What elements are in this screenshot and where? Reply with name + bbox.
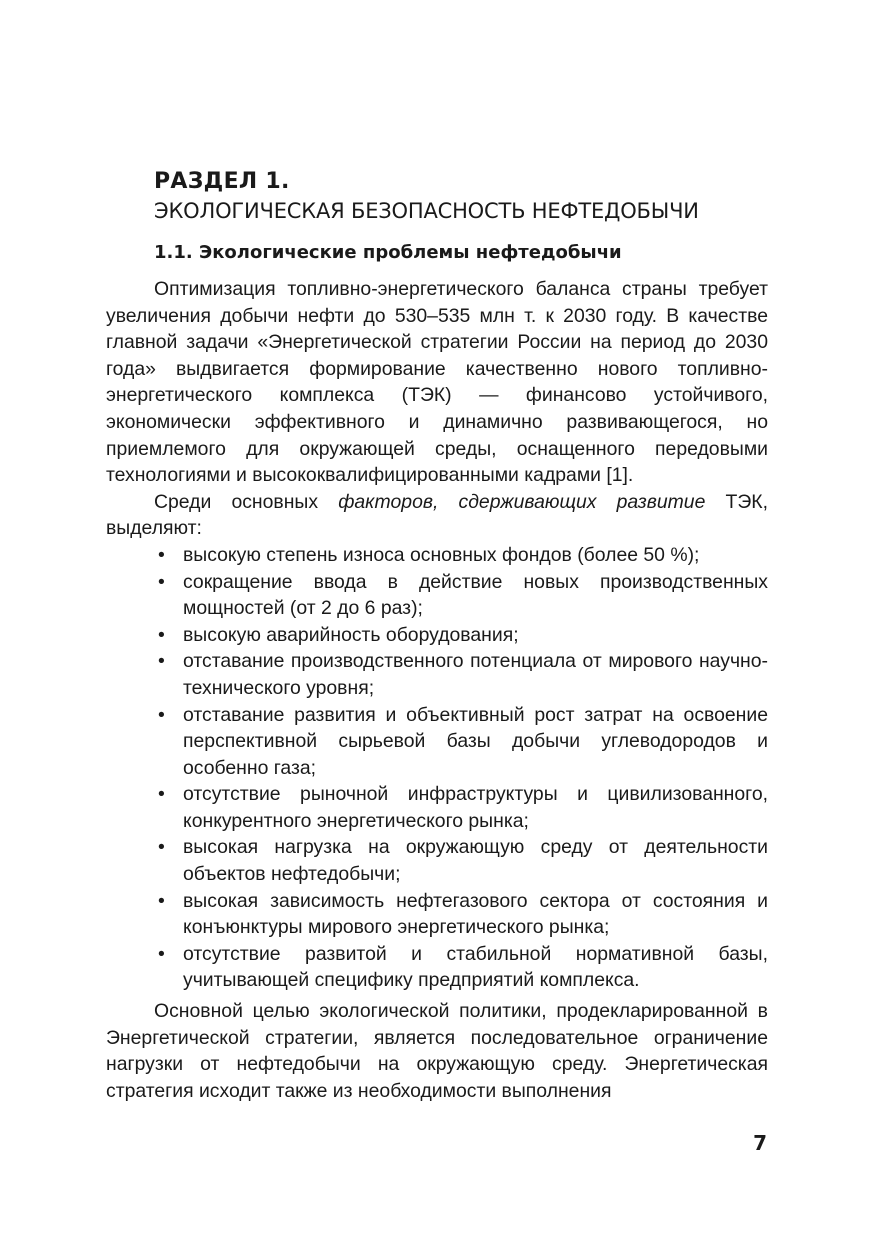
list-item-text: сокращение ввода в действие новых производственных мощностей (от 2 до 6 раз);: [183, 570, 768, 620]
paragraph-factors-lead: [106, 489, 768, 542]
section-label: РАЗДЕЛ 1.: [154, 169, 290, 194]
bullet-marker: •: [158, 703, 165, 726]
list-item: [158, 941, 768, 994]
bullet-marker: •: [158, 650, 165, 673]
factors-list: [106, 542, 768, 994]
list-item-text: высокая зависимость нефтегазового сектора от состояния и конъюнктуры мирового энергетического рынка;: [183, 889, 768, 939]
subsection-title: 1.1. Экологические проблемы нефтедобычи: [154, 242, 622, 263]
list-item: [158, 569, 768, 622]
page-number: 7: [753, 1131, 767, 1155]
paragraph-intro: Оптимизация топливно-энергетического баланса страны требует увеличения добычи нефти до 530–535 млн т. к 2030 году. В качестве главной задачи «Энергетической стратегии России на период до 2030 года» выдвигается формирование качественно нового топливно-энергетического комплекса (ТЭК) — финансово устойчивого, экономически эффективного и динамично развивающегося, но приемлемого для окружающей среды, оснащенного передовыми технологиями и высококвалифицированными кадрами [1].: [106, 278, 768, 487]
list-item: [158, 542, 768, 569]
bullet-marker: •: [158, 836, 165, 859]
section-title: ЭКОЛОГИЧЕСКАЯ БЕЗОПАСНОСТЬ НЕФТЕДОБЫЧИ: [154, 199, 699, 223]
list-item-text: высокую степень износа основных фондов (более 50 %);: [183, 543, 700, 566]
list-item: [158, 834, 768, 887]
factors-lead-text: Среди основных: [154, 490, 339, 513]
bullet-marker: •: [158, 623, 165, 646]
list-item-text: высокая нагрузка на окружающую среду от деятельности объектов нефтедобычи;: [183, 836, 768, 886]
factors-lead-tail: ТЭК, выделяют:: [106, 490, 768, 540]
bullet-marker: •: [158, 543, 165, 566]
list-item: [158, 702, 768, 782]
list-item-text: отсутствие развитой и стабильной нормативной базы, учитывающей специфику предприятий комплекса.: [183, 942, 768, 992]
list-item-text: отставание развития и объективный рост затрат на освоение перспективной сырьевой базы добычи углеводородов и особенно газа;: [183, 703, 768, 779]
list-item-text: отставание производственного потенциала от мирового научно-технического уровня;: [183, 650, 768, 699]
list-item: [158, 781, 768, 834]
list-item: [158, 888, 768, 941]
factors-lead-emphasis: факторов, сдерживающих развитие: [338, 490, 706, 513]
bullet-marker: •: [158, 889, 165, 912]
bullet-marker: •: [158, 942, 165, 965]
list-item: [158, 622, 768, 649]
page-content: [106, 168, 768, 1104]
paragraph-policy: Основной целью экологической политики, продекларированной в Энергетической стратегии, является последовательное ограничение нагрузки от нефтедобычи на окружающую среду. Энергетическая стратегия исходит также из необходимости выполнения: [106, 1000, 768, 1102]
list-item-text: высокую аварийность оборудования;: [183, 623, 519, 646]
list-item: [158, 648, 768, 701]
list-item-text: отсутствие рыночной инфраструктуры и цивилизованного, конкурентного энергетического рынка;: [183, 783, 768, 832]
bullet-marker: •: [158, 570, 165, 593]
bullet-marker: •: [158, 783, 165, 806]
